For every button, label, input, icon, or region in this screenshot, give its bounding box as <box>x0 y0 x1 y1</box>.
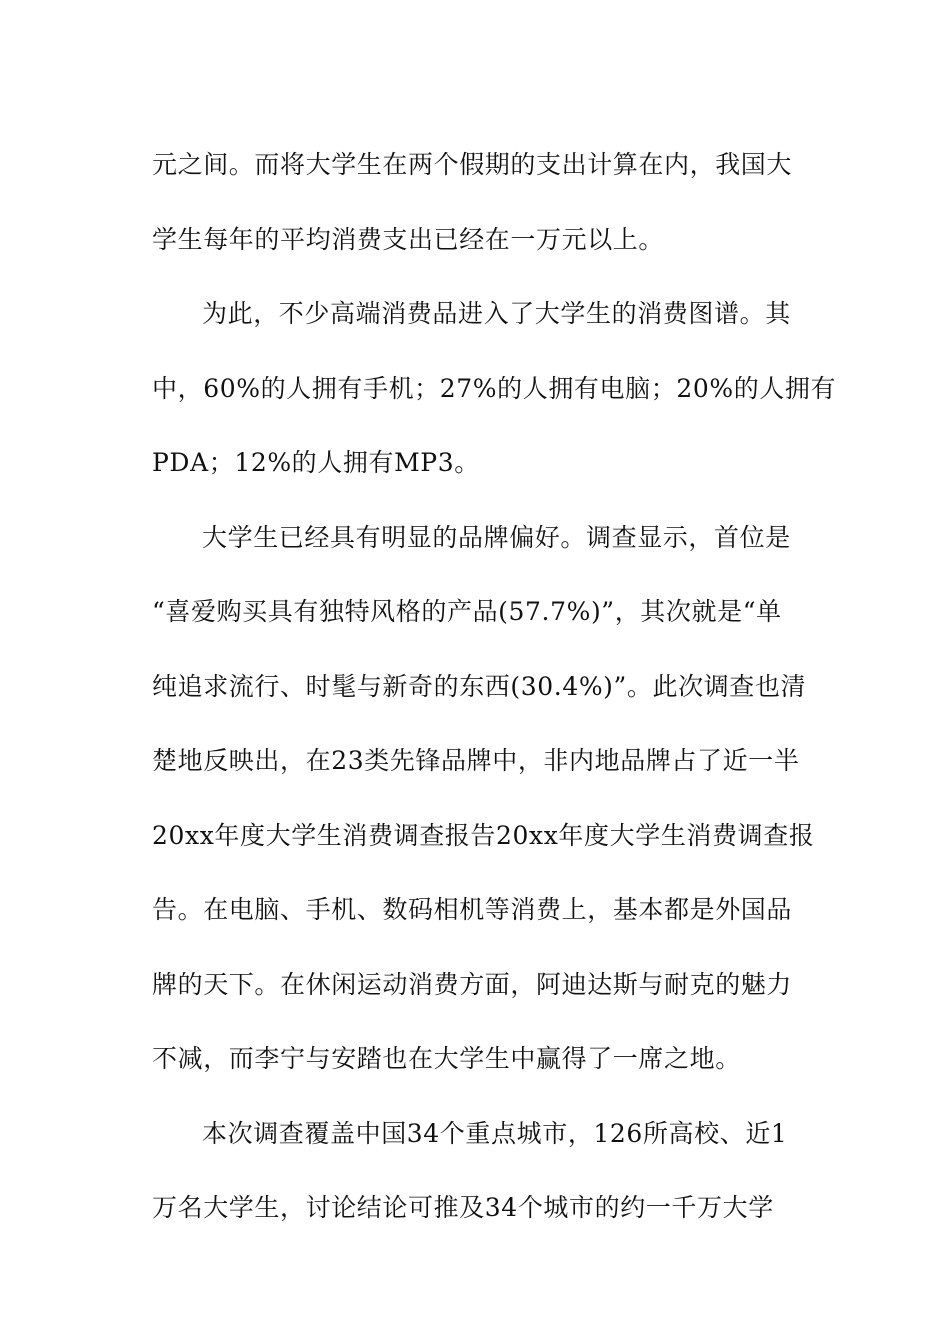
text-line: PDA；12%的人拥有MP3。 <box>152 448 480 477</box>
text-line: 元之间。而将大学生在两个假期的支出计算在内，我国大 <box>152 150 793 179</box>
text-line: 不减，而李宁与安踏也在大学生中赢得了一席之地。 <box>152 1044 741 1073</box>
text-line: 牌的天下。在休闲运动消费方面，阿迪达斯与耐克的魅力 <box>152 969 793 999</box>
text-line: 20xx年度大学生消费调查报告20xx年度大学生消费调查报 <box>152 820 815 850</box>
text-line: 学生每年的平均消费支出已经在一万元以上。 <box>152 224 665 254</box>
text-line: 告。在电脑、手机、数码相机等消费上，基本都是外国品 <box>152 895 793 924</box>
paragraph-start-line: 本次调查覆盖中国34个重点城市，126所高校、近1 <box>202 1118 788 1148</box>
text-line: “喜爱购买具有独特风格的产品(57.7%)”，其次就是“单 <box>152 597 782 626</box>
body-text <box>152 128 837 1246</box>
text-line: 万名大学生，讨论结论可推及34个城市的约一千万大学 <box>152 1193 774 1222</box>
paragraph-start-line: 大学生已经具有明显的品牌偏好。调查显示，首位是 <box>202 522 791 552</box>
text-line: 中，60%的人拥有手机；27%的人拥有电脑；20%的人拥有 <box>152 373 837 403</box>
text-line: 楚地反映出，在23类先锋品牌中，非内地品牌占了近一半 <box>152 746 800 775</box>
paragraph-start-line: 为此，不少高端消费品进入了大学生的消费图谱。其 <box>202 299 791 328</box>
text-line: 纯追求流行、时髦与新奇的东西(30.4%)”。此次调查也清 <box>152 671 807 701</box>
